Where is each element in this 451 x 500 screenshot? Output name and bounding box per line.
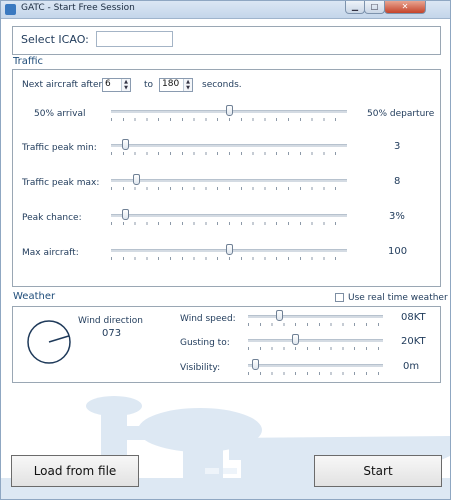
next-aircraft-suffix: seconds.: [202, 80, 242, 90]
maximize-button[interactable]: [364, 1, 385, 14]
slider-thumb[interactable]: [276, 310, 283, 321]
slider-ticks: [111, 257, 347, 260]
next-aircraft-min-spinner[interactable]: [102, 78, 131, 92]
start-button[interactable]: Start: [314, 455, 442, 487]
peak-min-slider[interactable]: [111, 139, 347, 155]
next-aircraft-label: Next aircraft after: [22, 80, 103, 90]
peak-chance-slider[interactable]: [111, 209, 347, 225]
peak-min-label: Traffic peak min:: [22, 143, 97, 153]
slider-ticks: [111, 152, 347, 155]
arrival-departure-slider[interactable]: [111, 105, 347, 121]
next-aircraft-to-label: to: [144, 80, 154, 90]
minimize-button[interactable]: [345, 1, 365, 14]
max-aircraft-slider[interactable]: [111, 244, 347, 260]
slider-thumb[interactable]: [252, 359, 259, 370]
slider-thumb[interactable]: [292, 334, 299, 345]
slider-ticks: [111, 118, 347, 121]
slider-thumb[interactable]: [133, 174, 140, 185]
wind-speed-label: Wind speed:: [180, 314, 236, 324]
slider-track: [111, 214, 347, 217]
arrival-label: 50% arrival: [34, 109, 86, 119]
slider-track: [248, 315, 383, 318]
icao-panel: [12, 26, 441, 55]
gatc-icon: [5, 4, 16, 15]
weather-title: Weather: [13, 291, 56, 302]
slider-thumb[interactable]: [122, 139, 129, 150]
slider-thumb[interactable]: [122, 209, 129, 220]
next-aircraft-max-spinner[interactable]: [159, 78, 193, 92]
load-from-file-button[interactable]: Load from file: [11, 455, 139, 487]
gusting-slider[interactable]: [248, 334, 383, 350]
visibility-label: Visibility:: [180, 363, 221, 373]
gusting-value: 20KT: [401, 336, 426, 347]
departure-label: 50% departure: [367, 109, 435, 119]
peak-chance-value: 3%: [389, 211, 405, 222]
slider-ticks: [111, 187, 347, 190]
gusting-label: Gusting to:: [180, 338, 230, 348]
weather-panel: [12, 306, 441, 383]
icao-input[interactable]: [96, 31, 173, 47]
close-icon: ✕: [401, 2, 409, 11]
slider-ticks: [248, 372, 383, 375]
slider-ticks: [248, 323, 383, 326]
slider-ticks: [111, 222, 347, 225]
wind-needle: [49, 336, 69, 342]
max-aircraft-value: 100: [388, 246, 408, 257]
window-title: GATC - Start Free Session: [21, 3, 135, 13]
realtime-weather-checkbox[interactable]: [335, 293, 344, 302]
slider-track: [111, 144, 347, 147]
peak-min-value: 3: [394, 141, 401, 152]
visibility-slider[interactable]: [248, 359, 383, 375]
slider-track: [248, 364, 383, 367]
minimize-icon: ▁: [351, 2, 359, 11]
title-bar[interactable]: [1, 1, 450, 19]
visibility-value: 0m: [403, 361, 420, 372]
wind-direction-label: Wind direction: [78, 316, 143, 326]
realtime-weather-label[interactable]: Use real time weather: [348, 293, 448, 303]
max-aircraft-label: Max aircraft:: [22, 248, 79, 258]
spinner-arrows-icon[interactable]: ▲ ▼: [183, 79, 192, 91]
slider-ticks: [248, 347, 383, 350]
slider-track: [248, 339, 383, 342]
close-button[interactable]: [384, 1, 426, 14]
peak-max-slider[interactable]: [111, 174, 347, 190]
peak-max-value: 8: [394, 176, 401, 187]
wind-direction-value: 073: [102, 328, 122, 339]
maximize-icon: □: [370, 2, 379, 11]
next-aircraft-max-value: 180: [162, 79, 180, 89]
wind-compass-icon: [25, 318, 73, 366]
slider-thumb[interactable]: [226, 244, 233, 255]
slider-track: [111, 179, 347, 182]
slider-thumb[interactable]: [226, 105, 233, 116]
peak-max-label: Traffic peak max:: [22, 178, 100, 188]
next-aircraft-min-value: 6: [105, 79, 111, 89]
icao-label: Select ICAO:: [21, 33, 89, 46]
traffic-panel: [12, 69, 441, 287]
spinner-arrows-icon[interactable]: ▲ ▼: [121, 79, 130, 91]
wind-speed-slider[interactable]: [248, 310, 383, 326]
peak-chance-label: Peak chance:: [22, 213, 82, 223]
traffic-title: Traffic: [13, 56, 44, 67]
wind-speed-value: 08KT: [401, 312, 426, 323]
